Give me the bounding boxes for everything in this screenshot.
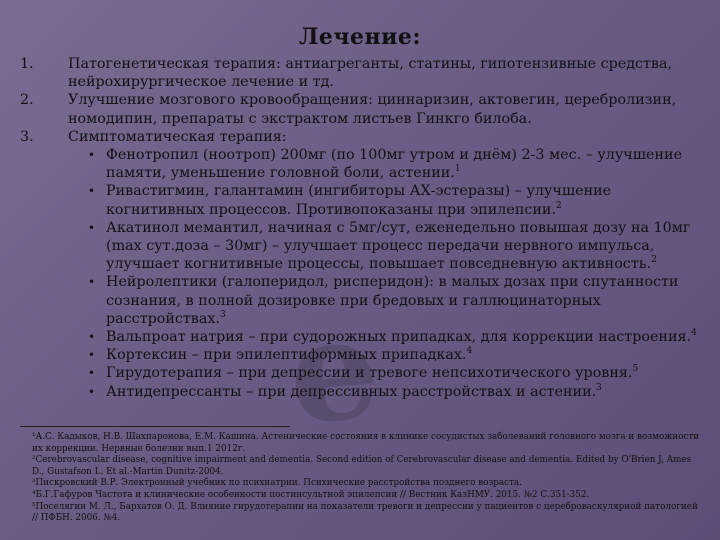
bullet-item bbox=[20, 146, 710, 182]
item-text: Патогенетическая терапия: антиагреганты, статины, гипотензивные средства, нейрохирургическое лечение и тд. bbox=[68, 56, 673, 91]
bullet-icon: • bbox=[88, 148, 96, 163]
bullet-text: Нейролептики (галоперидол, рисперидон): в малых дозах при спутанности сознания, в полной дозировке при бредовых и галлюцинаторных расстройствах. bbox=[106, 274, 679, 327]
bullet-item bbox=[20, 383, 710, 401]
footnote-ref: 3 bbox=[596, 382, 602, 393]
bullet-item bbox=[20, 273, 710, 328]
footnote-ref: 4 bbox=[466, 346, 473, 357]
bullet-icon: • bbox=[88, 275, 96, 290]
bullet-item bbox=[20, 219, 710, 274]
bullet-text: Кортексин – при эпилептиформных припадках. bbox=[106, 347, 467, 364]
list-item bbox=[20, 55, 710, 91]
bullet-item bbox=[20, 364, 710, 382]
bullet-item bbox=[20, 182, 710, 218]
item-text: Симптоматическая терапия: bbox=[68, 128, 287, 145]
item-number: 2. bbox=[20, 92, 34, 109]
list-item bbox=[20, 128, 710, 146]
footnote-ref: 4 bbox=[691, 328, 697, 339]
bullet-item bbox=[20, 346, 710, 364]
footnote-ref: 3 bbox=[219, 310, 226, 321]
bullet-icon: • bbox=[88, 348, 96, 363]
footnote-ref: 2 bbox=[651, 255, 657, 266]
bullet-icon: • bbox=[88, 366, 96, 381]
footnote-ref: 2 bbox=[556, 200, 562, 211]
bullet-icon: • bbox=[88, 330, 96, 345]
bullet-text: Акатинол мемантил, начиная с 5мг/сут, еженедельно повышая дозу на 10мг (max сут.доза – 30мг) – улучшает процесс передачи нервного импульса, улучшает когнитивные процессы, повышает повседневную активность. bbox=[106, 219, 691, 273]
bullet-text: Вальпроат натрия – при судорожных припадках, для коррекции настроения. bbox=[106, 329, 692, 346]
footnote: ⁴Б.Г.Гафуров Частота и клинические особенности постинсультной эпилепсии // Вестник КазНМУ. 2015. №2 С.351-352. bbox=[32, 489, 590, 500]
bullet-icon: • bbox=[88, 184, 96, 199]
footnotes bbox=[32, 432, 704, 525]
symptomatic-bullets bbox=[20, 146, 710, 401]
footnote: ¹А.С. Кадыков, Н.В. Шахпаронова, Е.М. Кашина. Астенические состояния в клинике сосудистых заболеваний головного мозга и возможности их коррекции. Нервные болезни вып.1 2012г. bbox=[32, 432, 700, 454]
bullet-text: Гирудотерапия – при депрессии и тревоге непсихотического уровня. bbox=[106, 365, 633, 382]
treatment-list bbox=[20, 55, 710, 401]
footnote: ⁵Поселягин М. Л., Бархатов О. Д. Влияние гирудотерапии на показатели тревоги и депрессии у пациентов с цереброваскулярной патологией // ПФБН. 2006. №4. bbox=[32, 501, 698, 524]
footnote-ref: 1 bbox=[454, 164, 461, 175]
item-number: 3. bbox=[20, 128, 34, 145]
bullet-text: Фенотропил (ноотроп) 200мг (по 100мг утром и днём) 2-3 мес. – улучшение памяти, уменьшение головной боли, астении. bbox=[106, 147, 683, 182]
footnote: ²Cerebrovascular disease, cognitive impairment and dementia. Second edition of Cerebrovascular disease and dementia. Edited by O'Brien J, Ames D., Gustafson L. Et al.-Martin Dunitz-2004. bbox=[32, 455, 692, 477]
bullet-item bbox=[20, 328, 710, 346]
bullet-icon: • bbox=[88, 220, 96, 235]
footnote-divider bbox=[20, 426, 290, 427]
list-item bbox=[20, 91, 710, 127]
item-number: 1. bbox=[20, 56, 34, 72]
footnote: ³Пискровский В.Р. Электронный учебник по психиатрии. Психические расстройства позднего возраста. bbox=[32, 478, 522, 489]
bullet-icon: • bbox=[88, 384, 96, 399]
item-text: Улучшение мозгового кровообращения: циннаризин, актовегин, церебролизин, номодипин, препараты с экстрактом листьев Гинкго билоба. bbox=[68, 92, 677, 127]
watermark-logo: e bbox=[282, 285, 386, 457]
slide-title: Лечение: bbox=[298, 24, 422, 50]
footnote-ref: 5 bbox=[632, 364, 639, 375]
bullet-text: Ривастигмин, галантамин (ингибиторы АХ-эстеразы) – улучшение когнитивных процессов. Противопоказаны при эпилепсии. bbox=[106, 183, 612, 218]
bullet-text: Антидепрессанты – при депрессивных расстройствах и астении. bbox=[106, 383, 597, 400]
